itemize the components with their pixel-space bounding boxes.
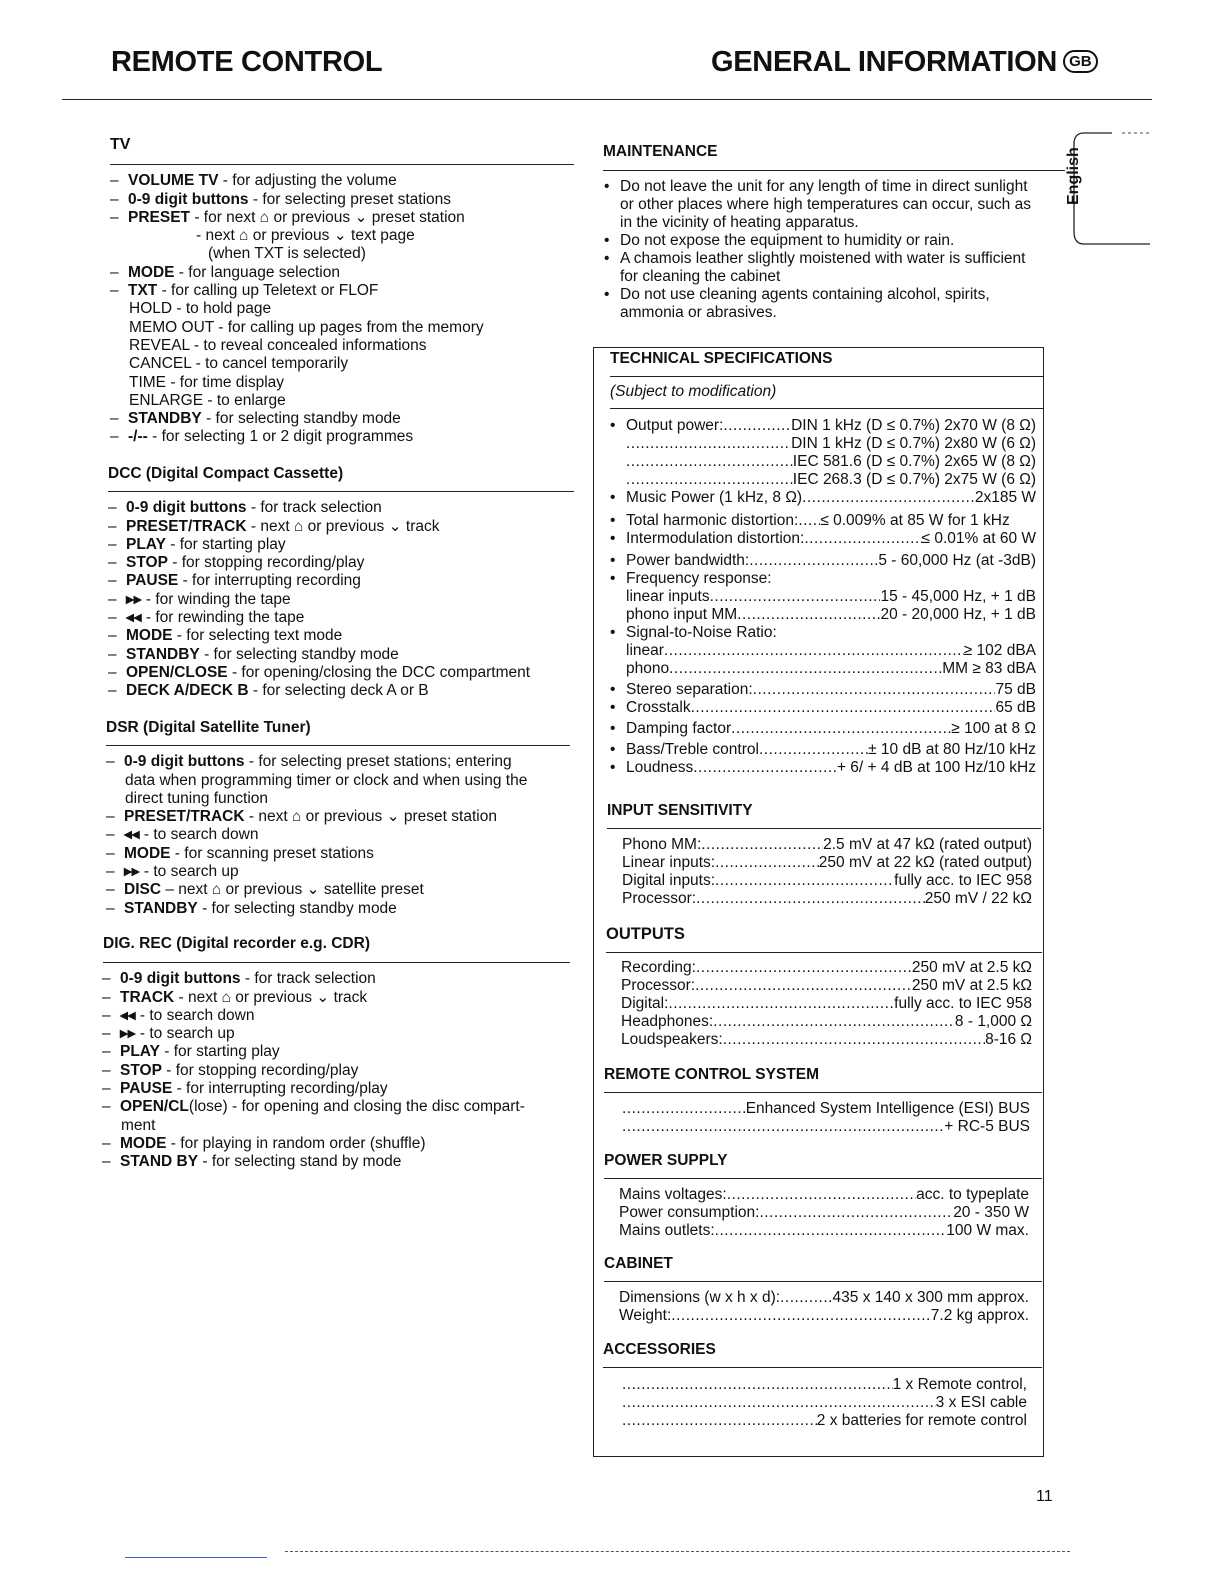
dcc-item: – PRESET/TRACK - next ⌂ or previous ⌄ track <box>108 517 440 535</box>
dcc-title: DCC (Digital Compact Cassette) <box>108 465 344 482</box>
tv-title-rule <box>110 164 574 165</box>
spec-row: ..... DIN 1 kHz (D ≤ 0.7%) 2x80 W (6 Ω) <box>610 435 1036 453</box>
accessories-section <box>603 1341 1042 1430</box>
maintenance-title-rule <box>603 170 1065 171</box>
right-page-title <box>711 46 1098 79</box>
spec-row: ..... IEC 268.3 (D ≤ 0.7%) 2x75 W (6 Ω) <box>610 471 1036 489</box>
dig-item: – OPEN/CL(lose) - for opening and closing the disc compart- <box>102 1098 525 1116</box>
dig-item-cont: ment <box>121 1116 156 1134</box>
spec-row: • Bass/Treble control ..... ± 10 dB at 80 Hz/10 kHz <box>610 741 1036 759</box>
dcc-item: – PLAY - for starting play <box>108 535 286 553</box>
spec-row: Digital inputs: ..... fully acc. to IEC 958 <box>622 872 1032 890</box>
outputs-title-rule <box>606 952 1042 953</box>
dsr-item-cont: data when programming timer or clock and when using the <box>125 771 528 789</box>
dig-title-rule <box>103 962 570 963</box>
dsr-item: – STANDBY - for selecting standby mode <box>106 899 397 917</box>
dcc-item: – OPEN/CLOSE - for opening/closing the DCC compartment <box>108 663 531 681</box>
maintenance-bullet: • A chamois leather slightly moistened with water is sufficient <box>604 250 1026 267</box>
footer-blue-rule <box>125 1557 267 1558</box>
spec-row: • Signal-to-Noise Ratio: <box>610 624 777 641</box>
language-tab-text: English <box>1065 147 1082 205</box>
dcc-item: – DECK A/DECK B - for selecting deck A or B <box>108 682 429 700</box>
gb-badge: GB <box>1063 50 1098 73</box>
spec-row: Phono MM: ..... 2.5 mV at 47 kΩ (rated output) <box>622 836 1032 854</box>
spec-row: ..... Enhanced System Intelligence (ESI) BUS <box>622 1100 1030 1118</box>
tv-item: – -/-- - for selecting 1 or 2 digit programmes <box>110 428 414 446</box>
spec-row: ..... 3 x ESI cable <box>622 1394 1027 1412</box>
spec-row: Linear inputs: ..... 250 mV at 22 kΩ (rated output) <box>622 854 1032 872</box>
dig-item: – ▸▸ - to search up <box>102 1025 235 1043</box>
dcc-item: – STOP - for stopping recording/play <box>108 554 365 572</box>
tech-subtitle-rule <box>610 408 1044 409</box>
maintenance-bullet-cont: in the vicinity of heating apparatus. <box>620 214 859 231</box>
tv-section <box>104 136 574 447</box>
input-title-rule <box>607 828 1041 829</box>
cabinet-title-rule <box>604 1281 1042 1282</box>
spec-row: Processor: ..... 250 mV at 2.5 kΩ <box>621 977 1032 995</box>
tech-title: TECHNICAL SPECIFICATIONS <box>610 350 833 367</box>
outputs-title: OUTPUTS <box>606 925 685 943</box>
power-section <box>604 1152 1042 1240</box>
cabinet-title: CABINET <box>604 1255 673 1272</box>
spec-row: phono input MM ..... 20 - 20,000 Hz, + 1 dB <box>610 606 1036 624</box>
spec-row: • Intermodulation distortion: ..... ≤ 0.01% at 60 W <box>610 530 1036 548</box>
spec-row: • Total harmonic distortion: ..... ≤ 0.009% at 85 W for 1 kHz <box>610 512 1036 530</box>
spec-row: ..... + RC-5 BUS <box>622 1118 1030 1136</box>
dsr-item: – MODE - for scanning preset stations <box>106 844 374 862</box>
spec-row: • Stereo separation: ..... 75 dB <box>610 681 1036 699</box>
dig-item: – PLAY - for starting play <box>102 1043 280 1061</box>
dcc-item: – MODE - for selecting text mode <box>108 627 343 645</box>
spec-row: ..... 2 x batteries for remote control <box>622 1412 1027 1430</box>
spec-row: Processor: ..... 250 mV / 22 kΩ <box>622 890 1032 908</box>
dcc-item: – STANDBY - for selecting standby mode <box>108 645 399 663</box>
tv-preset-sub: (when TXT is selected) <box>208 245 366 263</box>
dsr-title: DSR (Digital Satellite Tuner) <box>106 719 311 736</box>
tv-txt-sub: TIME - for time display <box>129 373 285 391</box>
header-rule <box>62 99 1152 100</box>
maintenance-title: MAINTENANCE <box>603 143 718 160</box>
maintenance-section <box>603 143 1065 322</box>
power-title: POWER SUPPLY <box>604 1152 728 1169</box>
tv-item: – VOLUME TV - for adjusting the volume <box>110 172 397 190</box>
tv-item: – TXT - for calling up Teletext or FLOF <box>110 282 379 300</box>
input-section <box>607 802 1041 908</box>
dig-item: – MODE - for playing in random order (shuffle) <box>102 1134 426 1152</box>
spec-row: • Frequency response: <box>610 570 772 587</box>
accessories-title-rule <box>603 1367 1042 1368</box>
spec-row: • Output power: ..... DIN 1 kHz (D ≤ 0.7%) 2x70 W (8 Ω) <box>610 417 1036 435</box>
dsr-item: – DISC – next ⌂ or previous ⌄ satellite preset <box>106 881 424 899</box>
maintenance-bullet-cont: or other places where high temperatures can occur, such as <box>620 196 1031 213</box>
dig-title: DIG. REC (Digital recorder e.g. CDR) <box>103 935 370 952</box>
dcc-title-rule <box>108 491 574 492</box>
dcc-item: – 0-9 digit buttons - for track selection <box>108 499 382 517</box>
dig-item: – 0-9 digit buttons - for track selection <box>102 970 376 988</box>
rcs-title-rule <box>604 1092 1042 1093</box>
dsr-item-cont: direct tuning function <box>125 789 269 807</box>
maintenance-bullet: • Do not use cleaning agents containing alcohol, spirits, <box>604 286 990 303</box>
dcc-item: – ▸▸ - for winding the tape <box>108 590 291 608</box>
cabinet-section <box>604 1255 1042 1325</box>
spec-row: Power consumption: ..... 20 - 350 W <box>619 1204 1029 1222</box>
spec-row: ..... 1 x Remote control, <box>622 1376 1027 1394</box>
spec-row: Mains outlets: ..... 100 W max. <box>619 1222 1029 1240</box>
maintenance-bullet-cont: for cleaning the cabinet <box>620 268 781 285</box>
tv-txt-sub: HOLD - to hold page <box>129 300 272 318</box>
spec-row: ..... IEC 581.6 (D ≤ 0.7%) 2x65 W (8 Ω) <box>610 453 1036 471</box>
spec-row: Headphones: ..... 8 - 1,000 Ω <box>621 1013 1032 1031</box>
accessories-title: ACCESSORIES <box>603 1341 716 1358</box>
rcs-section <box>604 1066 1042 1136</box>
dcc-section <box>104 465 574 701</box>
tv-txt-sub: ENLARGE - to enlarge <box>129 391 286 409</box>
spec-row: • Loudness ..... + 6/ + 4 dB at 100 Hz/10 kHz <box>610 759 1036 777</box>
dig-item: – STOP - for stopping recording/play <box>102 1061 359 1079</box>
footer-rule <box>285 1551 1070 1552</box>
dsr-section <box>104 719 574 918</box>
power-title-rule <box>604 1178 1042 1179</box>
tv-item: – STANDBY - for selecting standby mode <box>110 410 401 428</box>
input-title: INPUT SENSITIVITY <box>607 802 753 819</box>
spec-row: Recording: ..... 250 mV at 2.5 kΩ <box>621 959 1032 977</box>
rcs-title: REMOTE CONTROL SYSTEM <box>604 1066 820 1083</box>
spec-row: Digital: ..... fully acc. to IEC 958 <box>621 995 1032 1013</box>
dcc-item: – ◂◂ - for rewinding the tape <box>108 609 305 627</box>
language-tab-label <box>1065 147 1125 205</box>
maintenance-bullet: • Do not leave the unit for any length of time in direct sunlight <box>604 178 1028 195</box>
dsr-title-rule <box>106 745 570 746</box>
outputs-section <box>606 925 1042 1049</box>
dsr-item: – ▸▸ - to search up <box>106 863 239 881</box>
dig-item: – PAUSE - for interrupting recording/play <box>102 1080 388 1098</box>
dig-item: – STAND BY - for selecting stand by mode <box>102 1153 402 1171</box>
tv-txt-sub: MEMO OUT - for calling up pages from the memory <box>129 318 484 336</box>
dsr-item: – ◂◂ - to search down <box>106 826 259 844</box>
right-page-title-text: GENERAL INFORMATION <box>711 46 1058 78</box>
maintenance-bullet-cont: ammonia or abrasives. <box>620 304 777 321</box>
spec-row: Loudspeakers: ..... 8-16 Ω <box>621 1031 1032 1049</box>
maintenance-bullet: • Do not expose the equipment to humidity or rain. <box>604 232 955 249</box>
tv-item: – 0-9 digit buttons - for selecting preset stations <box>110 190 452 208</box>
spec-row: phono ..... MM ≥ 83 dBA <box>610 660 1036 678</box>
tv-item: – MODE - for language selection <box>110 263 340 281</box>
spec-row: linear ..... ≥ 102 dBA <box>610 642 1036 660</box>
dig-item: – ◂◂ - to search down <box>102 1006 255 1024</box>
tv-txt-sub: REVEAL - to reveal concealed informations <box>129 336 427 354</box>
dcc-item: – PAUSE - for interrupting recording <box>108 572 361 590</box>
tv-preset-sub: - next ⌂ or previous ⌄ text page <box>196 227 415 245</box>
dsr-item: – PRESET/TRACK - next ⌂ or previous ⌄ preset station <box>106 808 497 826</box>
spec-row: • Damping factor ..... ≥ 100 at 8 Ω <box>610 720 1036 738</box>
spec-row: Dimensions (w x h x d): ..... 435 x 140 x 300 mm approx. <box>619 1289 1029 1307</box>
dig-section <box>100 935 570 1172</box>
dsr-item: – 0-9 digit buttons - for selecting preset stations; entering <box>106 753 512 771</box>
spec-row: • Music Power (1 kHz, 8 Ω) ..... 2x185 W <box>610 489 1036 507</box>
tech-subtitle: (Subject to modification) <box>610 383 777 400</box>
left-page-title: REMOTE CONTROL <box>111 46 383 78</box>
dig-item: – TRACK - next ⌂ or previous ⌄ track <box>102 988 368 1006</box>
tv-txt-sub: CANCEL - to cancel temporarily <box>129 355 349 373</box>
tv-item: – PRESET - for next ⌂ or previous ⌄ preset station <box>110 208 465 226</box>
spec-row: Mains voltages: ..... acc. to typeplate <box>619 1186 1029 1204</box>
spec-row: • Crosstalk ..... 65 dB <box>610 699 1036 717</box>
tech-section <box>610 350 1036 777</box>
spec-row: Weight: ..... 7.2 kg approx. <box>619 1307 1029 1325</box>
page-number: 11 <box>1036 1488 1053 1505</box>
tech-title-rule <box>610 376 1044 377</box>
spec-row: • Power bandwidth: ..... 5 - 60,000 Hz (at -3dB) <box>610 552 1036 570</box>
spec-row: linear inputs ..... 15 - 45,000 Hz, + 1 dB <box>610 588 1036 606</box>
tv-title: TV <box>110 136 131 153</box>
